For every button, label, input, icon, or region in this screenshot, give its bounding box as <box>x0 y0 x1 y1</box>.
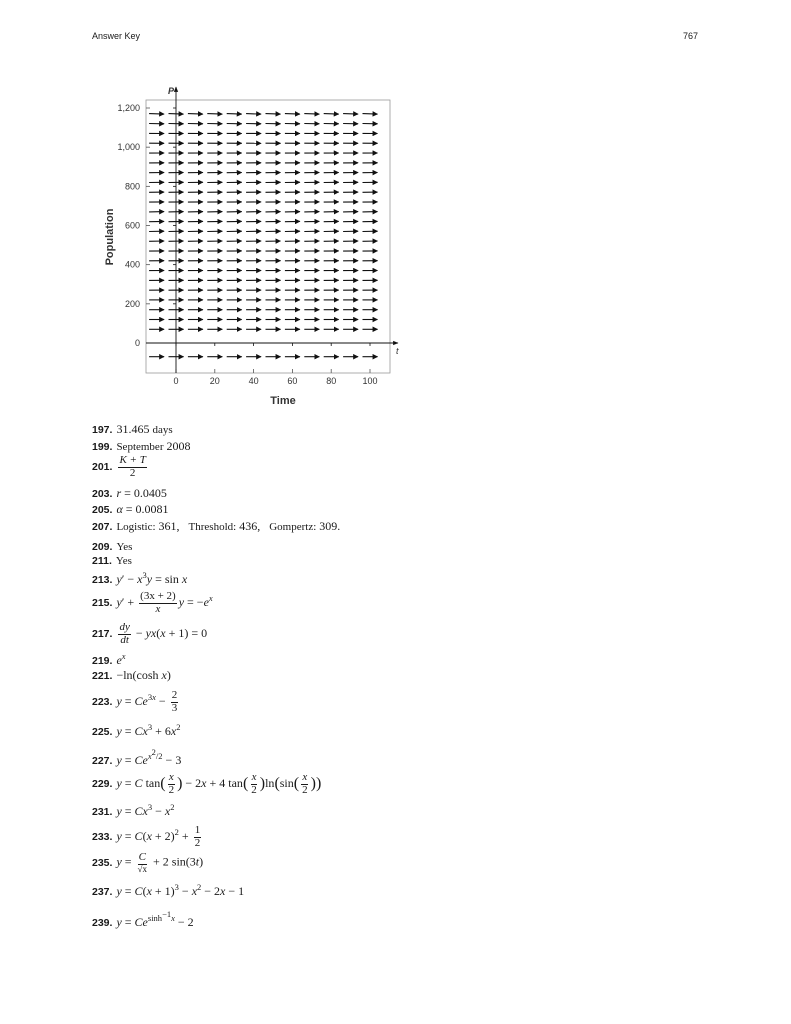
x-tick-label: 40 <box>248 376 259 386</box>
answer-199: 199. September 2008 <box>92 439 191 453</box>
plot-frame <box>146 100 390 373</box>
y-tick-label: 0 <box>134 338 140 348</box>
page-number: 767 <box>682 31 698 41</box>
axis-ticks <box>117 103 377 386</box>
running-header: Answer Key <box>92 31 141 41</box>
answer-203: 203. r = 0.0405 <box>92 486 167 500</box>
x-tick-label: 100 <box>362 376 378 386</box>
slope-arrow <box>324 114 339 115</box>
x-tick-label: 60 <box>287 376 298 386</box>
answer-211: 211. Yes <box>92 555 132 567</box>
slope-arrow <box>285 114 300 115</box>
slope-arrow <box>149 114 164 115</box>
answer-207: 207. Logistic: 361, Threshold: 436, Gompertz: 309. <box>92 519 341 533</box>
answer-217: 217. $\frac{dy}{dt}$ − yx(x + 1) = 0 <box>92 621 208 646</box>
slope-arrow <box>304 114 319 115</box>
y-tick-label: 600 <box>124 220 140 231</box>
y-tick-label: 800 <box>124 181 140 192</box>
y-axis-label: Population <box>104 208 116 266</box>
y-tick-label: 200 <box>124 298 140 309</box>
slope-arrow <box>188 114 203 115</box>
y-tick-label: 1,200 <box>117 103 140 113</box>
x-tick-label: 0 <box>173 376 179 386</box>
x-tick-label: 80 <box>326 376 337 386</box>
slope-arrow <box>207 114 222 115</box>
answer-227: 227. $y = Ce^{x^2/2} - 3$ <box>92 747 182 767</box>
answer-233: 233. $y = C(x + 2)^2$ + $\frac{1}{2}$ <box>92 824 201 849</box>
answer-215: 215. y′ + $\frac{(3x + 2)}{x}$ $y = -e^x$ <box>92 590 213 615</box>
x-axis-label: Time <box>270 395 296 407</box>
answer-235: 235. y = $\frac{C}{√x}$ + 2 sin(3t) <box>92 851 204 874</box>
answer-213: 213. $y' - x^3y = \sin x$ <box>92 570 188 586</box>
answer-223: 223. $y = Ce^{3x}$ − $\frac{2}{3}$ <box>92 689 178 714</box>
slope-arrow <box>363 114 378 115</box>
t-axis-var: t <box>396 346 399 356</box>
answer-205: 205. α = 0.0081 <box>92 502 169 516</box>
slope-arrow <box>343 114 358 115</box>
p-axis-var: P <box>168 86 175 96</box>
answer-237: 237. $y = C(x + 1)^3 - x^2 - 2x - 1$ <box>92 882 245 898</box>
answer-231: 231. $y = Cx^3 - x^2$ <box>92 802 175 818</box>
slope-arrow <box>266 114 281 115</box>
answer-209: 209. Yes <box>92 541 133 553</box>
answer-219: 219. $e^x$ <box>92 651 126 667</box>
answer-197: 197. 31.465 days <box>92 422 173 436</box>
slope-arrows <box>149 114 377 357</box>
slope-field-chart <box>98 82 408 412</box>
x-tick-label: 20 <box>209 376 220 386</box>
answer-239: 239. $y = Ce^{sinh^{-1}x} - 2$ <box>92 909 194 929</box>
y-tick-label: 400 <box>124 259 140 270</box>
answer-229: 229. y = C tan( $\frac{x}{2}$ ) − 2x + 4 tan( $\frac{x}{2}$ )ln(sin( $\frac{x}{2}$ )) <box>92 771 322 796</box>
answer-201: 201. $\frac{K + T}{2}$ <box>92 454 146 479</box>
slope-arrow <box>246 114 261 115</box>
y-tick-label: 1,000 <box>117 142 140 153</box>
answer-225: 225. $y = Cx^3 + 6x^2$ <box>92 722 181 738</box>
answer-221: 221. −ln(cosh x) <box>92 668 171 682</box>
slope-arrow <box>227 114 242 115</box>
